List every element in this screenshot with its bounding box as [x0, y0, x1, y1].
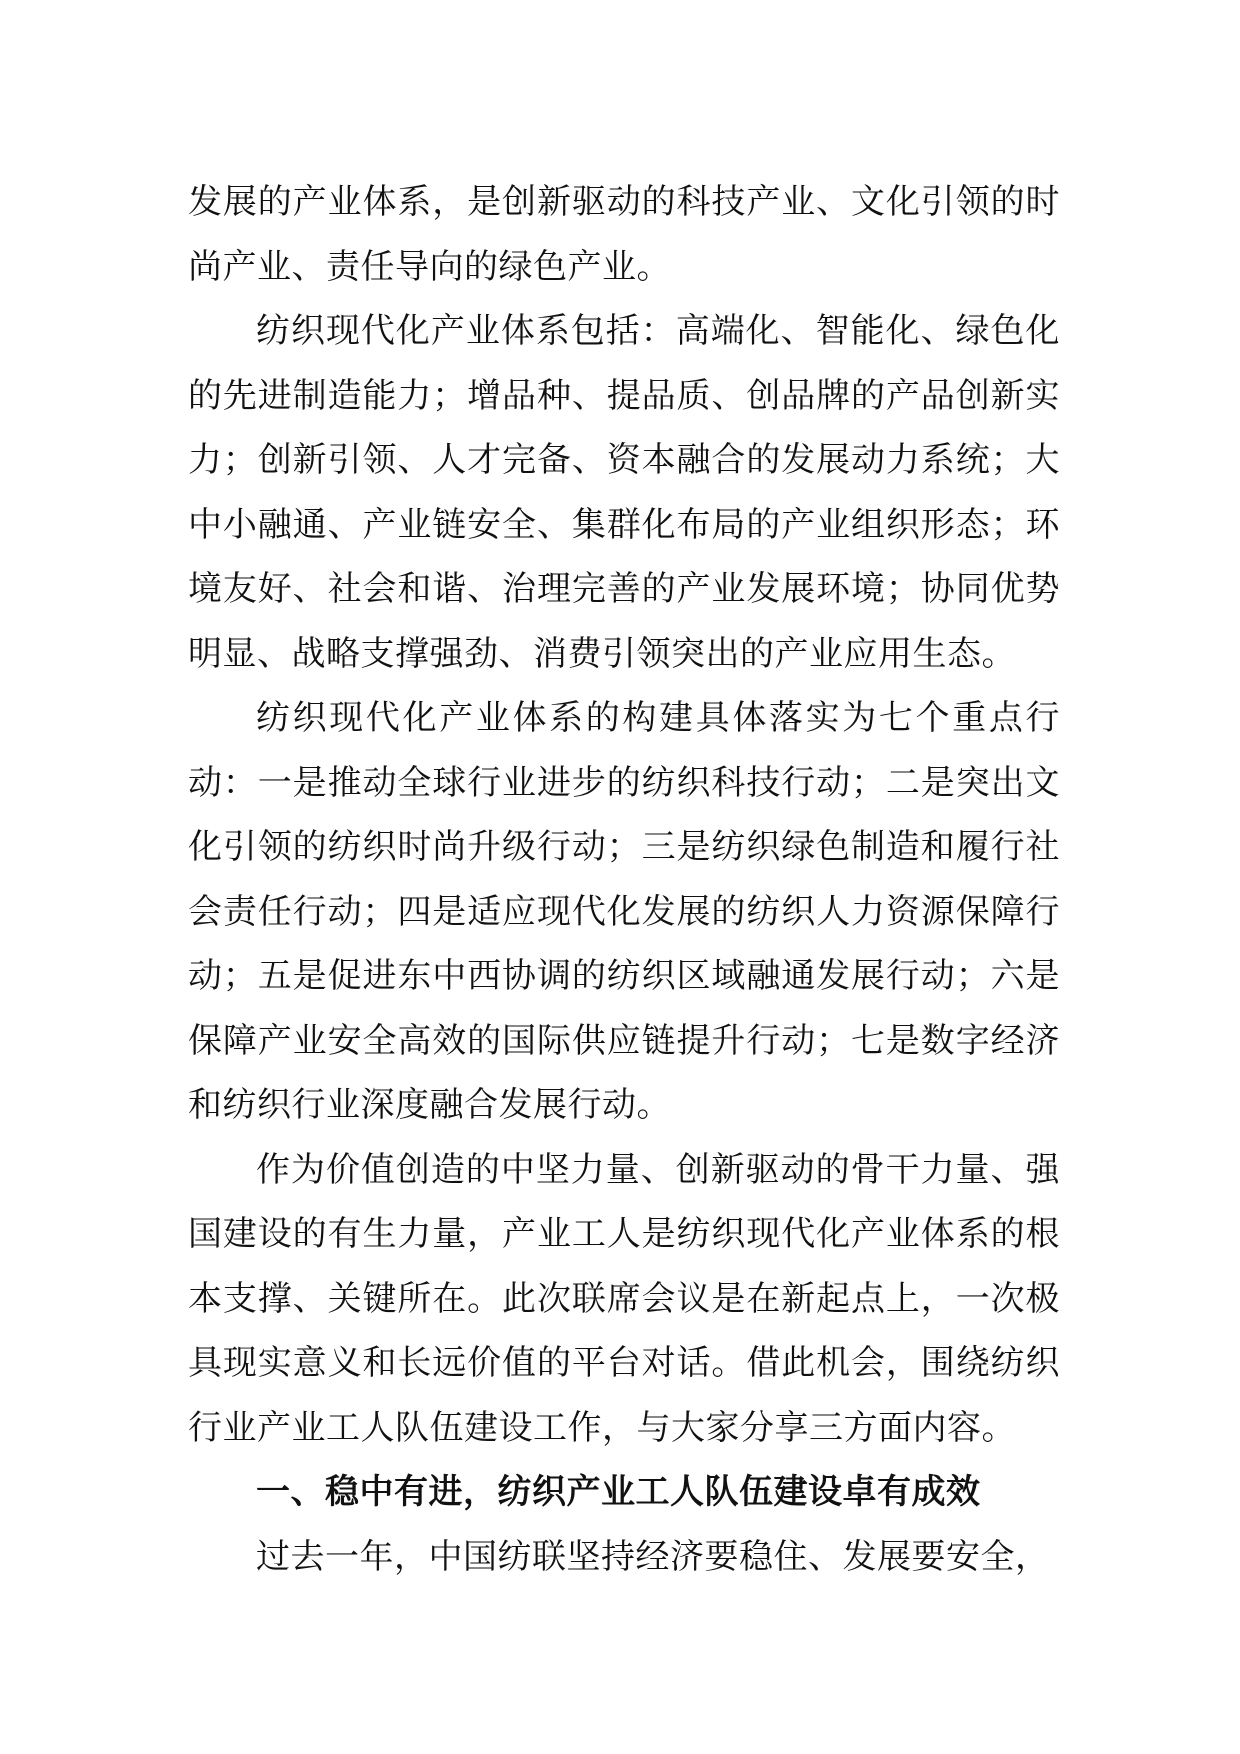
paragraph-1: 发展的产业体系，是创新驱动的科技产业、文化引领的时尚产业、责任导向的绿色产业。	[188, 182, 1060, 287]
paragraph-5: 过去一年，中国纺联坚持经济要稳住、发展要安全，	[256, 1536, 1050, 1577]
paragraph-2: 纺织现代化产业体系包括：高端化、智能化、绿色化的先进制造能力；增品种、提品质、创品牌的产品创新实力；创新引领、人才完备、资本融合的发展动力系统；大中小融通、产业链安全、集群化布局的产业组织形态；环境友好、社会和谐、治理完善的产业发展环境；协同优势明显、战略支撑强劲、消费引领突出的产业应用生态。	[188, 311, 1060, 674]
document-body	[188, 170, 1060, 1589]
paragraph-3: 纺织现代化产业体系的构建具体落实为七个重点行动：一是推动全球行业进步的纺织科技行动；二是突出文化引领的纺织时尚升级行动；三是纺织绿色制造和履行社会责任行动；四是适应现代化发展的纺织人力资源保障行动；五是促进东中西协调的纺织区域融通发展行动；六是保障产业安全高效的国际供应链提升行动；七是数字经济和纺织行业深度融合发展行动。	[188, 698, 1060, 1125]
paragraph-4: 作为价值创造的中坚力量、创新驱动的骨干力量、强国建设的有生力量，产业工人是纺织现代化产业体系的根本支撑、关键所在。此次联席会议是在新起点上，一次极具现实意义和长远价值的平台对话。借此机会，围绕纺织行业产业工人队伍建设工作，与大家分享三方面内容。	[188, 1149, 1060, 1448]
section-heading: 一、稳中有进，纺织产业工人队伍建设卓有成效	[256, 1472, 981, 1512]
